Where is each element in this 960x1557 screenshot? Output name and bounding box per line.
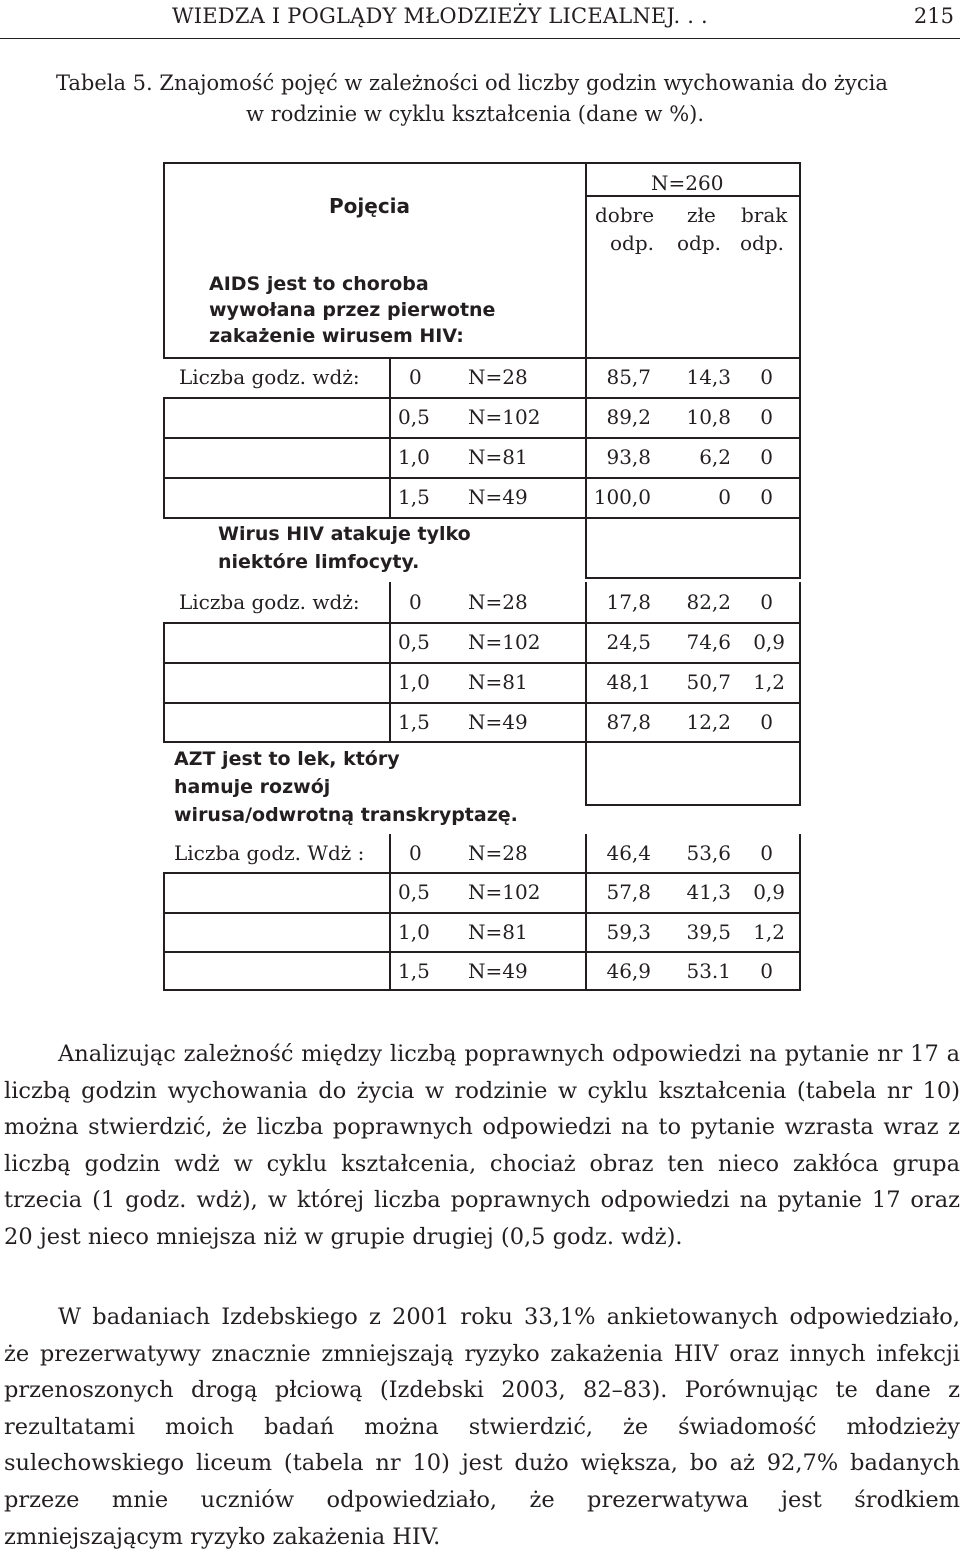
- cell-n: N=28: [468, 365, 528, 389]
- row-rule: [163, 989, 801, 991]
- cell-hours: 0,5: [398, 880, 430, 904]
- cell-bad: 10,8: [686, 405, 731, 429]
- section-1-title-line-2: wywołana przez pierwotne: [209, 299, 496, 321]
- cell-none: 0: [760, 710, 773, 734]
- header-bad-1: złe: [687, 203, 716, 227]
- cell-hours: 1,0: [398, 920, 430, 944]
- cell-n: N=49: [468, 710, 528, 734]
- row-rule: [163, 477, 801, 479]
- row-rule: [163, 437, 801, 439]
- column-rule: [799, 357, 801, 577]
- cell-bad: 50,7: [686, 670, 731, 694]
- cell-n: N=102: [468, 630, 541, 654]
- cell-bad: 12,2: [686, 710, 731, 734]
- section-3-title-line-1: AZT jest to lek, który: [174, 748, 400, 770]
- cell-hours: 0: [409, 590, 422, 614]
- cell-good: 57,8: [606, 880, 651, 904]
- section-2-label: Liczba godz. wdż:: [179, 590, 360, 614]
- column-rule: [163, 872, 165, 991]
- column-rule: [163, 397, 165, 517]
- header-good-2: odp.: [610, 231, 655, 255]
- cell-bad: 74,6: [686, 630, 731, 654]
- section-3-title-line-3: wirusa/odwrotną transkryptazę.: [174, 804, 518, 826]
- cell-good: 85,7: [606, 365, 651, 389]
- cell-n: N=81: [468, 445, 528, 469]
- cell-hours: 1,0: [398, 445, 430, 469]
- cell-good: 100,0: [593, 485, 651, 509]
- section-3-label: Liczba godz. Wdż :: [174, 841, 365, 865]
- header-concepts-label: Pojęcia: [329, 194, 411, 218]
- cell-none: 0: [760, 841, 773, 865]
- column-rule: [799, 582, 801, 804]
- cell-hours: 1,0: [398, 670, 430, 694]
- body-paragraph-2: W badaniach Izdebskiego z 2001 roku 33,1% ankietowanych odpowiedziało, że prezerwatywy znacznie zmniejszają ryzyko zakażenia HIV oraz innych infekcji przenoszonych drogą płciową (Izdebski 2003, 82–83). Porównując te dane z rezultatami moich badań można stwierdzić, że świadomość młodzieży sulechowskiego liceum (tabela nr 10) jest dużo większa, bo aż 92,7% badanych przeze mnie uczniów odpowiedziało, że prezerwatywa jest środkiem zmniejszającym ryzyko zakażenia HIV.: [4, 1304, 960, 1550]
- header-divider: [585, 162, 587, 357]
- section-1-title-line-3: zakażenie wirusem HIV:: [209, 325, 464, 347]
- cell-n: N=102: [468, 880, 541, 904]
- cell-none: 0: [760, 590, 773, 614]
- cell-good: 46,4: [606, 841, 651, 865]
- row-rule: [585, 577, 801, 579]
- column-rule: [389, 357, 391, 517]
- page-number: 215: [913, 4, 954, 28]
- column-rule: [389, 834, 391, 991]
- cell-bad: 53,6: [686, 841, 731, 865]
- section-1-label: Liczba godz. wdż:: [179, 365, 360, 389]
- row-rule: [163, 622, 801, 624]
- cell-hours: 1,5: [398, 485, 430, 509]
- cell-bad: 14,3: [686, 365, 731, 389]
- n-total-underline: [585, 195, 801, 197]
- header-bad-2: odp.: [677, 231, 722, 255]
- cell-none: 0: [760, 445, 773, 469]
- cell-good: 46,9: [606, 959, 651, 983]
- cell-good: 87,8: [606, 710, 651, 734]
- header-n-total: N=260: [651, 171, 724, 195]
- cell-good: 48,1: [606, 670, 651, 694]
- cell-hours: 0: [409, 365, 422, 389]
- cell-good: 17,8: [606, 590, 651, 614]
- cell-none: 0,9: [753, 880, 785, 904]
- row-rule: [163, 662, 801, 664]
- header-good-1: dobre: [595, 203, 655, 227]
- cell-bad: 6,2: [699, 445, 731, 469]
- cell-none: 0: [760, 485, 773, 509]
- knowledge-table: [163, 162, 801, 991]
- cell-n: N=28: [468, 841, 528, 865]
- caption-line-1: Tabela 5. Znajomość pojęć w zależności od liczby godzin wychowania do życia: [56, 71, 888, 95]
- header-none-1: brak: [741, 203, 788, 227]
- cell-none: 0: [760, 405, 773, 429]
- cell-n: N=49: [468, 485, 528, 509]
- cell-none: 0,9: [753, 630, 785, 654]
- cell-bad: 41,3: [686, 880, 731, 904]
- cell-none: 1,2: [753, 670, 785, 694]
- cell-hours: 0,5: [398, 630, 430, 654]
- cell-good: 93,8: [606, 445, 651, 469]
- cell-bad: 39,5: [686, 920, 731, 944]
- column-rule: [585, 582, 587, 804]
- running-title: WIEDZA I POGLĄDY MŁODZIEŻY LICEALNEJ. . .: [172, 4, 708, 28]
- cell-none: 1,2: [753, 920, 785, 944]
- cell-none: 0: [760, 959, 773, 983]
- row-rule: [163, 951, 801, 953]
- table-caption: [56, 68, 936, 130]
- column-rule: [585, 357, 587, 577]
- section-2-title-line-1: Wirus HIV atakuje tylko: [218, 523, 471, 545]
- section-1-title-line-1: AIDS jest to choroba: [209, 273, 429, 295]
- row-rule: [163, 397, 801, 399]
- row-rule: [585, 804, 801, 806]
- cell-hours: 1,5: [398, 959, 430, 983]
- cell-bad: 53.1: [686, 959, 731, 983]
- column-rule: [389, 582, 391, 741]
- cell-bad: 82,2: [686, 590, 731, 614]
- cell-hours: 1,5: [398, 710, 430, 734]
- cell-n: N=49: [468, 959, 528, 983]
- cell-good: 89,2: [606, 405, 651, 429]
- cell-n: N=81: [468, 920, 528, 944]
- cell-good: 59,3: [606, 920, 651, 944]
- row-rule: [163, 357, 801, 359]
- header-none-2: odp.: [740, 231, 785, 255]
- running-head: [0, 0, 960, 39]
- column-rule: [585, 834, 587, 991]
- section-3-title-line-2: hamuje rozwój: [174, 776, 331, 798]
- section-2-title-line-2: niektóre limfocyty.: [218, 551, 420, 573]
- cell-hours: 0: [409, 841, 422, 865]
- cell-n: N=102: [468, 405, 541, 429]
- row-rule: [163, 872, 801, 874]
- cell-n: N=28: [468, 590, 528, 614]
- cell-good: 24,5: [606, 630, 651, 654]
- cell-none: 0: [760, 365, 773, 389]
- cell-bad: 0: [718, 485, 731, 509]
- cell-hours: 0,5: [398, 405, 430, 429]
- column-rule: [799, 834, 801, 991]
- body-paragraph-1: Analizując zależność między liczbą poprawnych odpowiedzi na pytanie nr 17 a liczbą godzin wychowania do życia w rodzinie w cyklu kształcenia (tabela nr 10) można stwierdzić, że liczba poprawnych odpowiedzi na to pytanie wzrasta wraz z liczbą godzin wdż w cyklu kształcenia, chociaż obraz ten nieco zakłóca grupa trzecia (1 godz. wdż), w której liczba poprawnych odpowiedzi na pytanie 17 oraz 20 jest nieco mniejsza niż w grupie drugiej (0,5 godz. wdż).: [4, 1041, 960, 1250]
- column-rule: [163, 622, 165, 741]
- row-rule: [163, 702, 801, 704]
- cell-n: N=81: [468, 670, 528, 694]
- row-rule: [163, 517, 801, 519]
- caption-line-2: w rodzinie w cyklu kształcenia (dane w %).: [246, 102, 705, 126]
- row-rule: [163, 912, 801, 914]
- row-rule: [163, 741, 801, 743]
